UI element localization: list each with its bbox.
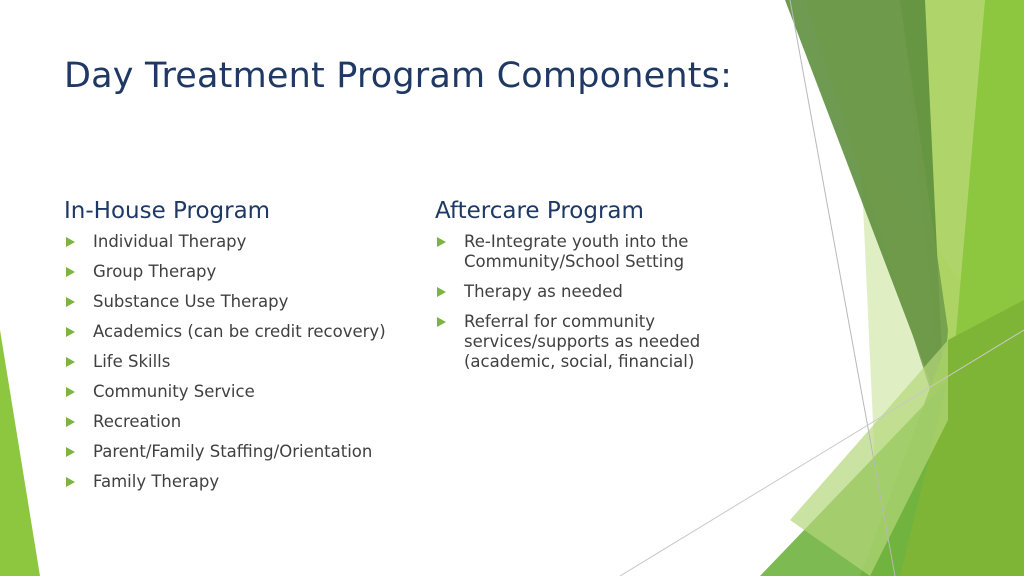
triangle-bullet-icon	[437, 317, 446, 327]
list-item-text: Academics (can be credit recovery)	[93, 322, 386, 341]
list-item-text: Parent/Family Staffing/Orientation	[93, 442, 373, 461]
list-item-text: Individual Therapy	[93, 232, 247, 251]
list-item-text: Substance Use Therapy	[93, 292, 289, 311]
list-item	[64, 262, 414, 282]
list-item	[64, 352, 414, 372]
list-item-text: Referral for community services/supports as needed (academic, social, financial)	[464, 312, 701, 371]
list-item-text: Family Therapy	[93, 472, 220, 491]
list-item-text: Re-Integrate youth into the Community/School Setting	[464, 232, 689, 271]
list-item-text: Life Skills	[93, 352, 171, 371]
list-item-text: Therapy as needed	[464, 282, 623, 301]
list-item	[435, 312, 714, 372]
triangle-bullet-icon	[66, 387, 75, 397]
aftercare-program-heading: Aftercare Program	[435, 198, 644, 224]
triangle-bullet-icon	[66, 297, 75, 307]
list-item	[64, 292, 414, 312]
triangle-bullet-icon	[66, 417, 75, 427]
list-item	[64, 442, 414, 462]
deco-left-sliver	[0, 330, 40, 576]
list-item	[64, 412, 414, 432]
list-item	[64, 472, 414, 492]
list-item-text: Group Therapy	[93, 262, 217, 281]
triangle-bullet-icon	[437, 237, 446, 247]
list-item	[435, 282, 714, 302]
list-item-text: Recreation	[93, 412, 182, 431]
triangle-bullet-icon	[66, 357, 75, 367]
triangle-bullet-icon	[66, 327, 75, 337]
list-item	[435, 232, 714, 272]
list-item-text: Community Service	[93, 382, 255, 401]
aftercare-program-column	[435, 196, 735, 382]
triangle-bullet-icon	[66, 447, 75, 457]
list-item	[64, 232, 414, 252]
triangle-bullet-icon	[66, 237, 75, 247]
in-house-program-column	[64, 196, 414, 502]
list-item	[64, 382, 414, 402]
slide-title: Day Treatment Program Components:	[64, 56, 733, 96]
in-house-program-heading: In-House Program	[64, 198, 271, 224]
list-item	[64, 322, 414, 342]
triangle-bullet-icon	[66, 477, 75, 487]
aftercare-program-list	[435, 232, 735, 372]
triangle-bullet-icon	[437, 287, 446, 297]
in-house-program-list	[64, 232, 414, 492]
triangle-bullet-icon	[66, 267, 75, 277]
